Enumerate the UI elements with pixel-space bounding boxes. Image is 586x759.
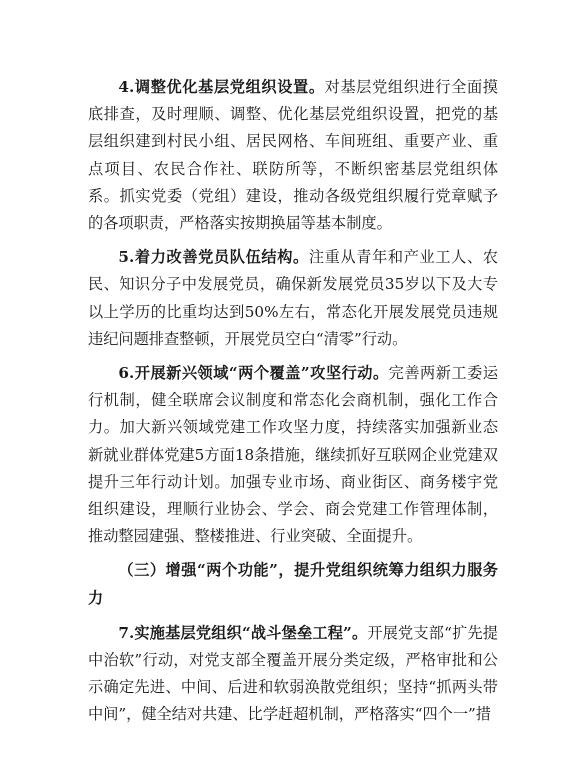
- paragraph-lead: 5.着力改善党员队伍结构。: [118, 248, 309, 267]
- section-heading-text: （三）增强“两个功能”，提升党组织统筹力组织力服务力: [88, 561, 498, 607]
- paragraph-item-5: [88, 244, 498, 353]
- paragraph-item-7: [88, 620, 498, 729]
- paragraph-text: 对基层党组织进行全面摸底排查，及时理顺、调整、优化基层党组织设置，把党的基层组织建到村民小组、居民网格、车间班组、重要产业、重点项目、农民合作社、联防所等，不断织密基层党组织体系。抓实党委（党组）建设，推动各级党组织履行党章赋予的各项职责，严格落实按期换届等基本制度。: [88, 78, 498, 233]
- paragraph-text: 完善两新工委运行机制，健全联席会议制度和常态化会商机制，强化工作合力。加大新兴领域党建工作攻坚力度，持续落实加强新业态新就业群体党建5方面18条措施，继续抓好互联网企业党建双提升三年行动计划。加强专业市场、商业街区、商务楼宇党组织建设，理顺行业协会、学会、商会党建工作管理体制，推动整园建强、整楼推进、行业突破、全面提升。: [88, 364, 499, 546]
- paragraph-text: 开展党支部“扩先提中治软”行动，对党支部全覆盖开展分类定级，严格审批和公示确定先进、中间、后进和软弱涣散党组织；坚持“抓两头带中间”，健全结对共建、比学赶超机制，严格落实“四个一”措: [88, 623, 498, 724]
- paragraph-lead: 6.开展新兴领域“两个覆盖”攻坚行动。: [118, 364, 389, 383]
- section-heading-3: [88, 557, 498, 611]
- paragraph-item-4: [88, 74, 498, 237]
- paragraph-item-6: [88, 360, 498, 550]
- paragraph-lead: 4.调整优化基层党组织设置。: [118, 78, 325, 96]
- paragraph-lead: 7.实施基层党组织“战斗堡垒工程”。: [118, 623, 368, 642]
- document-body: [88, 74, 498, 736]
- paragraph-text: 注重从青年和产业工人、农民、知识分子中发展党员，确保新发展党员35岁以下及大专以上学历的比重均达到50%左右，常态化开展发展党员违规违纪问题排查整顿，开展党员空白“清零”行动。: [88, 248, 498, 348]
